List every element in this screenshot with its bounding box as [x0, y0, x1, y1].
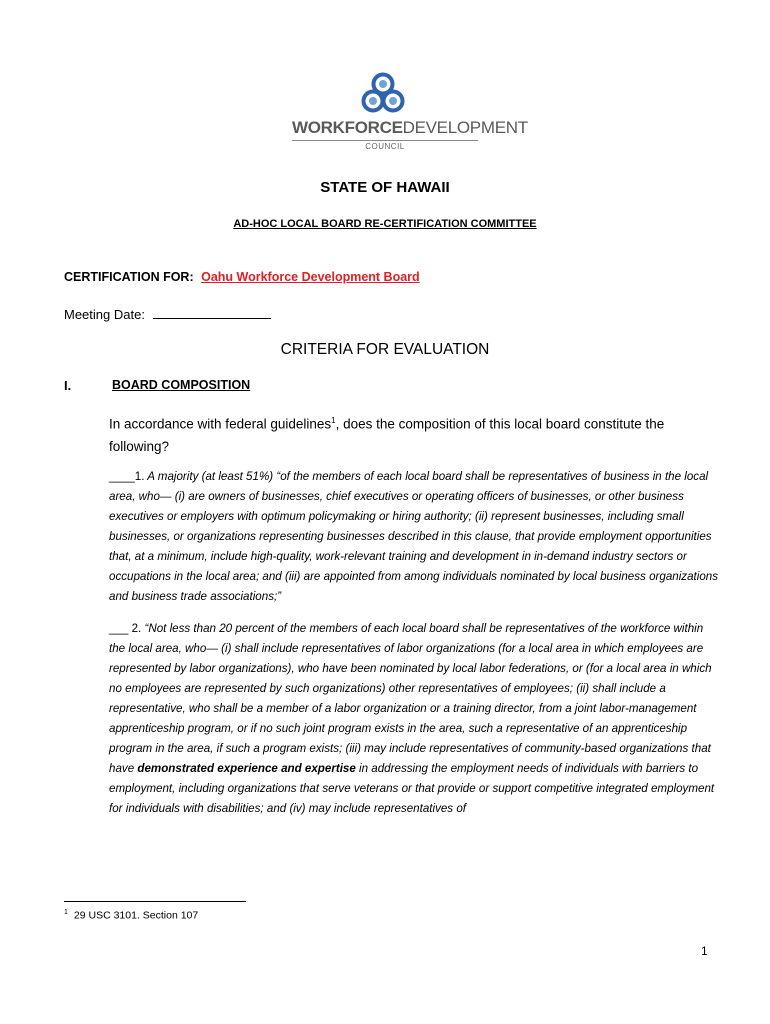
criteria-item: [109, 467, 719, 607]
certification-line: [64, 270, 420, 284]
logo-subtitle: COUNCIL: [365, 142, 405, 151]
committee-subtitle: AD-HOC LOCAL BOARD RE-CERTIFICATION COMMITTEE: [233, 218, 537, 230]
section-intro: In accordance with federal guidelines$^1$, does the composition of this local board constitute the following?: [109, 416, 665, 454]
workforce-development-council-logo: [292, 72, 528, 156]
item-text: “Not less than 20 percent of the members of each local board shall be representatives of the workforce within the local area, who— (i) shall include representatives of labor organizations (for a local area in which employees are represented by labor organizations), who have been nominated by local labor federations, or (for a local area in which no employees are represented by such organizations) other representatives of employees; (ii) shall include a representative, who shall be a member of a labor organization or a training director, from a joint labor-management apprenticeship program, or if no such joint program exists in the area, such a representative of an apprenticeship program in the area, if such a program exists; (iii) may include representatives of community-based organizations that have: [109, 622, 712, 775]
page-title: STATE OF HAWAII: [320, 179, 450, 196]
item-blank-number: ____1.: [109, 470, 145, 483]
item-text: A majority (at least 51%) “of the members of each local board shall be representatives of business in the local area, who— (i) are owners of businesses, chief executives or operating officers of businesses, or other business executives or employers with optimum policymaking or hiring authority; (ii) represent businesses, including small businesses, or organizations representing businesses described in this clause, that provide employment opportunities that, at a minimum, include high-quality, work-relevant training and development in in-demand industry sectors or occupations in the local area; and (iii) are appointed from among individuals nominated by local business organizations and business trade associations;”: [109, 470, 719, 603]
criteria-heading: CRITERIA FOR EVALUATION: [280, 341, 490, 358]
certification-value: Oahu Workforce Development Board: [201, 270, 420, 284]
section-number: I.: [64, 378, 72, 393]
footnote-ref: 1: [331, 416, 336, 425]
section-title: BOARD COMPOSITION: [112, 378, 251, 392]
logo-wordmark: WORKFORCEDEVELOPMENT: [292, 118, 528, 137]
meeting-date-blank: [153, 306, 271, 319]
footnote-divider: [64, 901, 246, 902]
meeting-date-line: [64, 306, 271, 322]
trefoil-logo-icon: [361, 72, 405, 118]
criteria-item: [109, 619, 719, 819]
item-text-continued: in addressing the employment needs of individuals with barriers to employment, including organizations that serve veterans or that provide or support competitive integrated employment for individuals with disabilities; and (iv) may include representatives of: [109, 762, 715, 815]
item-blank-number: ___ 2.: [109, 622, 142, 635]
item-emphasis: demonstrated experience and expertise: [137, 762, 356, 775]
logo-divider: [292, 140, 478, 141]
page-number: 1: [701, 944, 708, 958]
certification-label: CERTIFICATION FOR:: [64, 270, 194, 284]
meeting-date-label: Meeting Date:: [64, 307, 145, 322]
footnote: $^1$ 29 USC 3101. Section 107: [64, 909, 199, 922]
